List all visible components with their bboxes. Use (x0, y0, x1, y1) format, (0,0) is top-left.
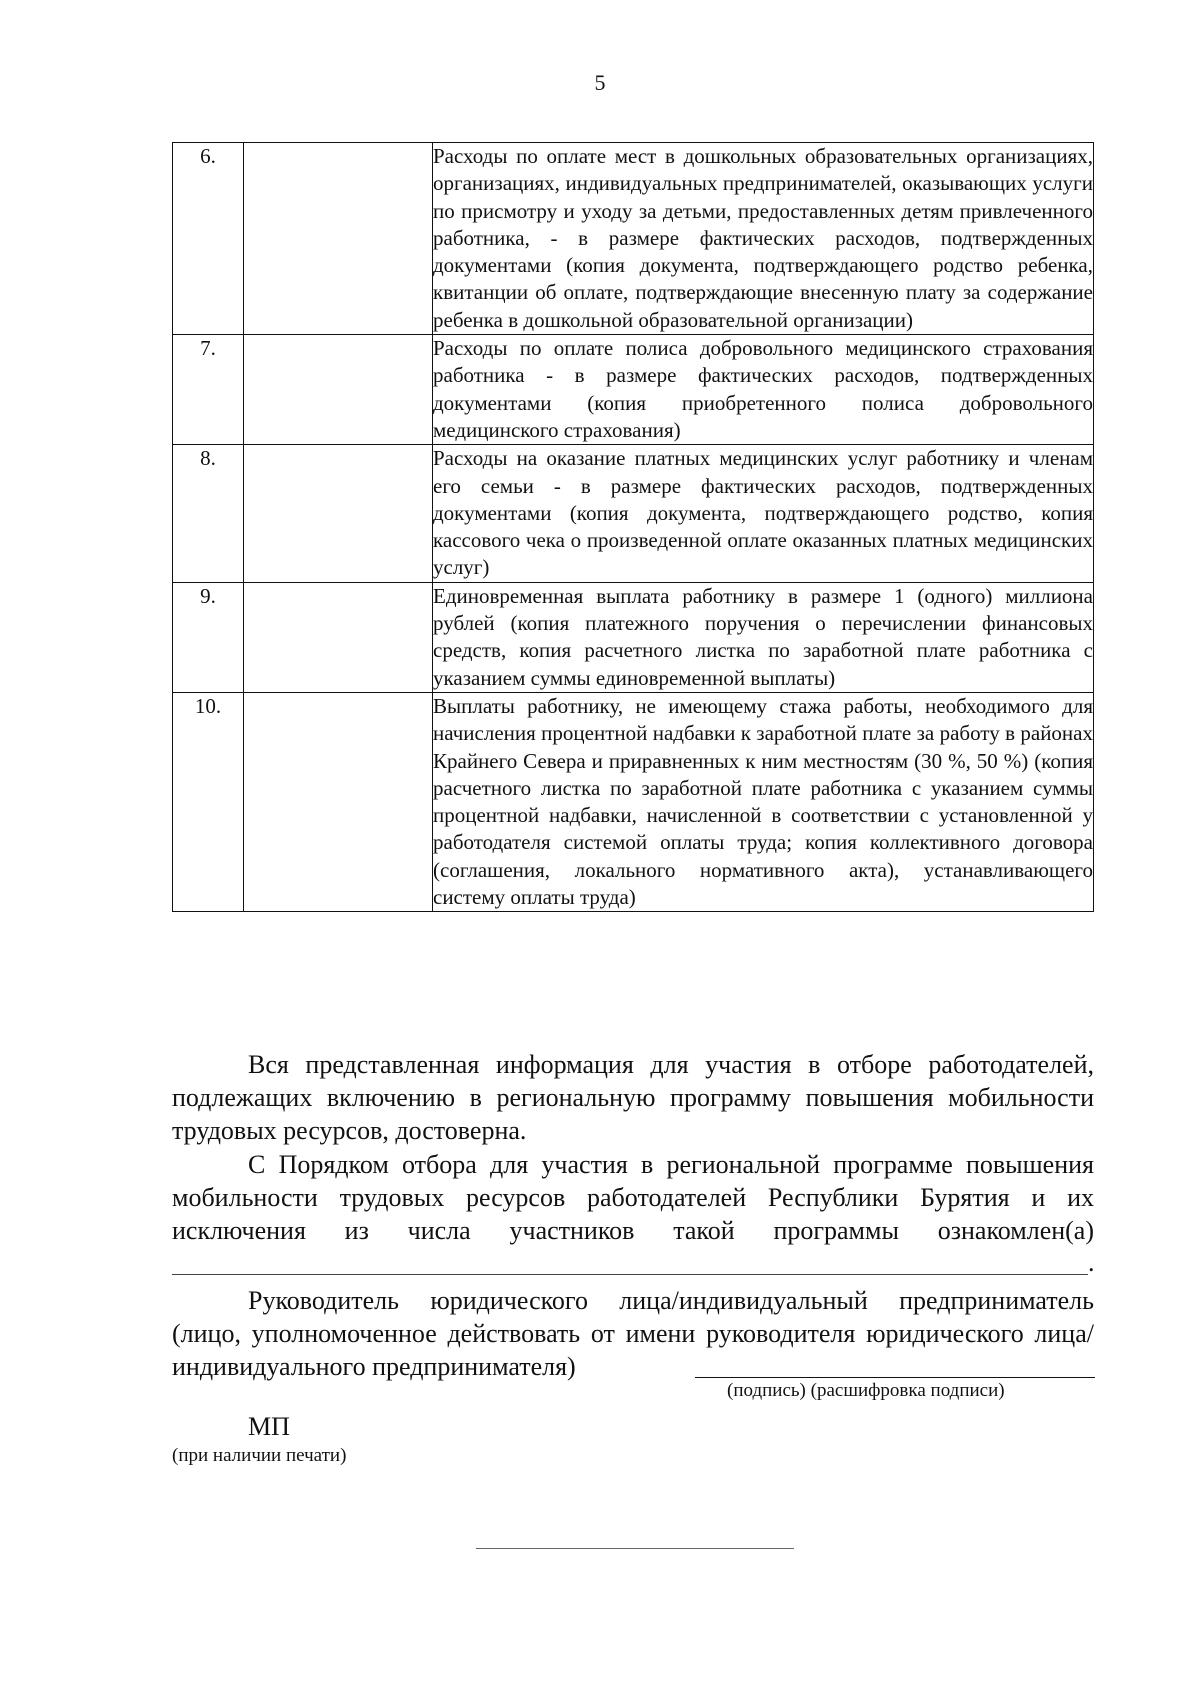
fill-in-line-period: . (1088, 1248, 1095, 1277)
blank-cell (244, 692, 433, 911)
table-row (173, 692, 1094, 911)
table-row (173, 143, 1094, 335)
fill-in-line[interactable] (172, 1274, 1088, 1275)
signature-caption: (подпись) (расшифровка подписи) (727, 1380, 1005, 1401)
row-description: Выплаты работнику, не имеющему стажа работы, необходимого для начисления процентной надбавки к заработной плате за работу в районах Крайнего Севера и приравненных к ним местностям (30 %, 50 %) (копия расчетного листка по заработной плате работника с указанием суммы процентной надбавки, начисленной в соответствии с установленной у работодателя системой оплаты труда; копия коллективного договора (соглашения, локального нормативного акта), устанавливающего систему оплаты труда) (433, 692, 1094, 911)
signature-line[interactable] (695, 1377, 1095, 1378)
stamp-label: МП (248, 1412, 290, 1441)
accuracy-statement (172, 1048, 1094, 1147)
end-separator (476, 1548, 794, 1549)
row-description: Расходы по оплате полиса добровольного медицинского страхования работника - в размере фактических расходов, подтвержденных документами (копия приобретенного полиса добровольного медицинского страхования) (433, 335, 1094, 445)
blank-cell (244, 582, 433, 692)
blank-cell (244, 143, 433, 335)
signatory-block (172, 1284, 1094, 1383)
table-row (173, 335, 1094, 445)
acknowledgement-statement-text: С Порядком отбора для участия в региональной программе повышения мобильности трудовых ресурсов работодателей Республики Бурятия и их исключения из числа участников такой программы ознакомлен(а) (172, 1150, 1094, 1245)
stamp-note: (при наличии печати) (172, 1445, 347, 1466)
row-number: 7. (173, 335, 244, 445)
row-number: 8. (173, 445, 244, 582)
row-number: 6. (173, 143, 244, 335)
table-row (173, 445, 1094, 582)
row-number: 9. (173, 582, 244, 692)
expenses-table (172, 142, 1094, 912)
row-description: Расходы по оплате мест в дошкольных образовательных организациях, организациях, индивидуальных предпринимателей, оказывающих услуги по присмотру и уходу за детьми, предоставленных детям привлеченного работника, - в размере фактических расходов, подтвержденных документами (копия документа, подтверждающего родство ребенка, квитанции об оплате, подтверждающие внесенную плату за содержание ребенка в дошкольной образовательной организации) (433, 143, 1094, 335)
acknowledgement-statement (172, 1148, 1094, 1247)
row-description: Расходы на оказание платных медицинских услуг работнику и членам его семьи - в размере фактических расходов, подтвержденных документами (копия документа, подтверждающего родство, копия кассового чека о произведенной оплате оказанных платных медицинских услуг) (433, 445, 1094, 582)
row-number: 10. (173, 692, 244, 911)
signatory-text: Руководитель юридического лица/индивидуальный предприниматель (лицо, уполномоченное действовать от имени руководителя юридического лица/индивидуального предпринимателя) (172, 1286, 1094, 1381)
page-number: 5 (594, 70, 606, 95)
blank-cell (244, 335, 433, 445)
blank-cell (244, 445, 433, 582)
row-description: Единовременная выплата работнику в размере 1 (одного) миллиона рублей (копия платежного поручения о перечислении финансовых средств, копия расчетного листка по заработной плате работника с указанием суммы единовременной выплаты) (433, 582, 1094, 692)
table-row (173, 582, 1094, 692)
accuracy-statement-text: Вся представленная информация для участия в отборе работодателей, подлежащих включению в региональную программу повышения мобильности трудовых ресурсов, достоверна. (172, 1050, 1094, 1145)
